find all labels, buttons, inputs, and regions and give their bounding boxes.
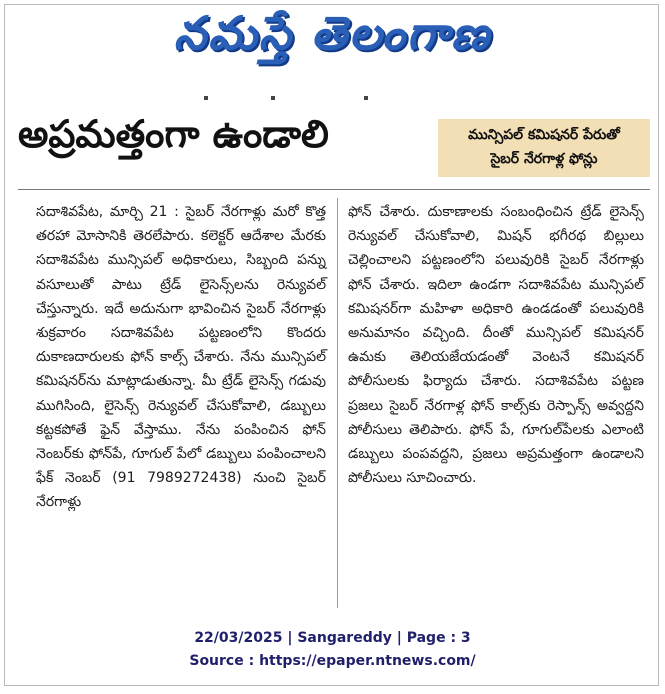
subhead-line-2: సైబర్ నేరగాళ్ల ఫోన్లు [490,151,598,167]
article-column-2 [348,200,644,490]
scan-mark [364,96,368,100]
scan-mark [271,96,275,100]
article-body-text: ఫోన్ చేశారు. దుకాణాలకు సంబంధించిన ట్రేడ్ లైసెన్స్ రెన్యువల్ చేసుకోవాలి, మిషన్ భగీరథ బిల్లులు చెల్లించాలని పట్టణంలోని పలువురికి సైబర్ నేరగాళ్లు ఫోన్ చేశారు. ఇదిలా ఉండగా సదాశివపేట మున్సిపల్ కమిషనర్‌గా మహిళా అధికారి ఉండడంతో పలువురికి అనుమానం వచ్చింది. దీంతో మున్సిపల్ కమిషనర్ ఉమకు తెలియజేయడంతో వెంటనే కమిషనర్ పోలీసులకు ఫిర్యాదు చేశారు. సదాశివపేట పట్టణ ప్రజలు సైబర్ నేరగాళ్ల ఫోన్ కాల్స్‌కు రెస్పాన్స్ అవ్వద్దని పోలీసులు తెలిపారు. ఫోన్ పే, గూగుల్‌పేలకు ఎలాంటి డబ్బులు పంపవద్దని, ప్రజలు అప్రమత్తంగా ఉండాలని పోలీసులు సూచించారు. [348,204,644,487]
article-headline: అప్రమత్తంగా ఉండాలి [18,112,329,156]
article-subhead [438,119,650,177]
subhead-line-1: మున్సిపల్ కమిషనర్ పేరుతో [468,127,620,143]
headline-rule [18,189,650,190]
footer-edition-info: 22/03/2025 | Sangareddy | Page : 3 [194,630,471,646]
article-body-text: సదాశివపేట, మార్చి 21 : సైబర్ నేరగాళ్లు మరో కొత్త తరహా మోసానికి తెరలేపారు. కలెక్టర్ ఆదేశాల మేరకు సదాశివపేట మున్సిపల్ అధికారులు, సిబ్బంది పన్ను వసూలుతో పాటు ట్రేడ్ లైసెన్స్‌లను రెన్యువల్ చేస్తున్నారు. ఇదే అదునుగా భావించిన సైబర్ నేరగాళ్లు శుక్రవారం సదాశివపేట పట్టణంలోని కొందరు దుకాణదారులకు ఫోన్ కాల్స్ చేశారు. నేను మున్సిపల్ కమిషనర్‌ను మాట్లాడుతున్నా. మీ ట్రేడ్ లైసెన్స్ గడువు ముగిసింది, లైసెన్స్ రెన్యువల్ చేసుకోవాలి, డబ్బులు కట్టకపోతే ఫైన్ వేస్తాము. నేను పంపించిన ఫోన్ నెంబర్‌కు ఫోన్‌పే, గూగుల్ పేలో డబ్బులు పంపించాలని ఫేక్ నెంబర్ (91 7989272438) నుంచి సైబర్ నేరగాళ్లు [36,204,326,511]
masthead-logo: నమస్తే తెలంగాణ [173,6,492,60]
column-divider [337,198,338,608]
scan-mark [204,96,208,100]
article-column-1 [36,200,326,515]
footer-source-link[interactable]: Source : https://epaper.ntnews.com/ [189,653,476,669]
